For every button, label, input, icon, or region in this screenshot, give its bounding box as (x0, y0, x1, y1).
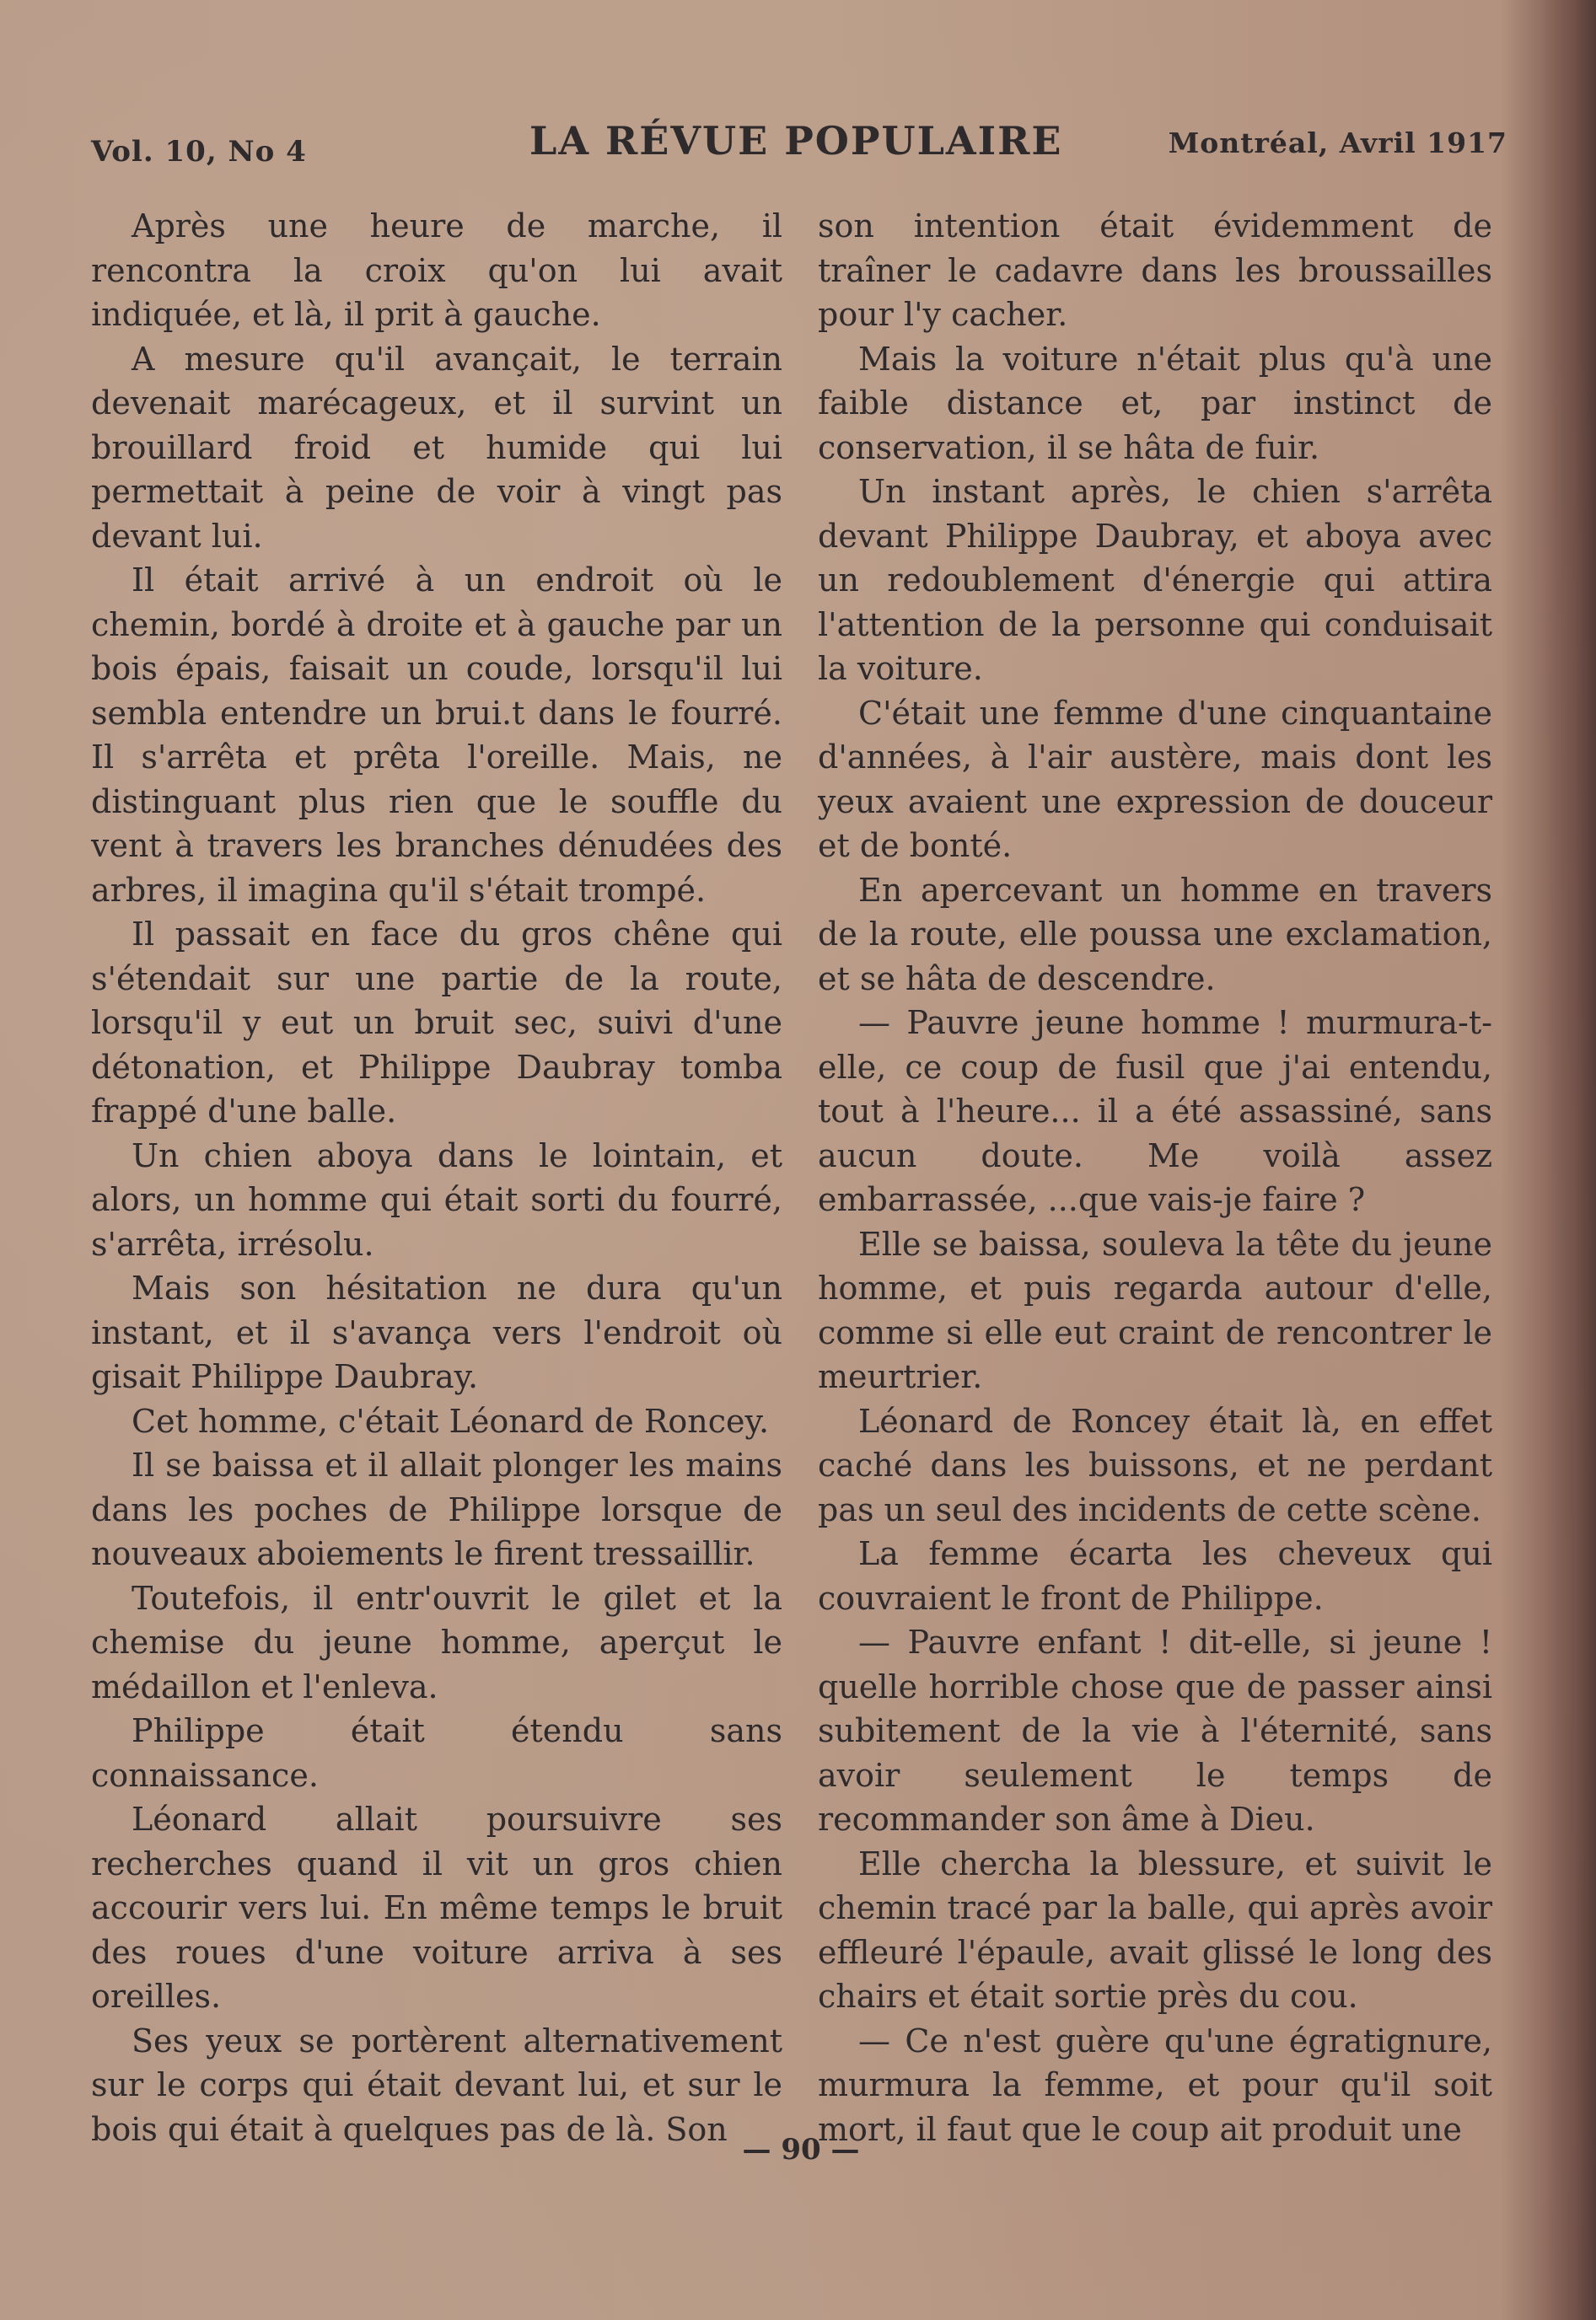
volume-number: Vol. 10, No 4 (91, 135, 307, 169)
paragraph: En apercevant un homme en travers de la route, elle poussa une exclamation, et se hâta de descendre. (818, 871, 1492, 997)
paragraph: Léonard de Roncey était là, en effet caché dans les buissons, et ne perdant pas un seul des incidents de cette scène. (818, 1402, 1492, 1528)
paragraph: Elle chercha la blessure, et suivit le chemin tracé par la balle, qui après avoir effleuré l'épaule, avait glissé le long des chairs et était sortie près du cou. (818, 1845, 1492, 2015)
paragraph: Un chien aboya dans le lointain, et alors, un homme qui était sorti du fourré, s'arrêta, irrésolu. (91, 1136, 782, 1263)
paragraph: Philippe était étendu sans connaissance. (91, 1712, 782, 1794)
paragraph: Il passait en face du gros chêne qui s'étendait sur une partie de la route, lorsqu'il y eut un bruit sec, suivi d'une détonation, et Philippe Daubray tomba frappé d'une balle. (91, 916, 782, 1130)
paragraph: Mais son hésitation ne dura qu'un instant, et il s'avança vers l'endroit où gisait Philippe Daubray. (91, 1270, 782, 1395)
paragraph: Cet homme, c'était Léonard de Roncey. (132, 1402, 770, 1440)
paragraph: Ses yeux se portèrent alternativement sur le corps qui était devant lui, et sur le bois qui était à quelques pas de là. Son (91, 2022, 782, 2148)
page-number: — 90 — (742, 2133, 860, 2167)
paragraph: — Pauvre jeune homme ! murmura-t-elle, ce coup de fusil que j'ai entendu, tout à l'heure... il a été assassiné, sans aucun doute. Me voilà assez embarrassée, ...que vais-je faire ? (818, 1004, 1492, 1218)
paragraph: — Ce n'est guère qu'une égratignure, murmura la femme, et pour qu'il soit mort, il faut que le coup ait produit une (818, 2022, 1492, 2148)
paragraph-continuation: son intention était évidemment de traîner le cadavre dans les broussailles pour l'y cacher. (818, 207, 1492, 333)
page-edge-shadow (1545, 0, 1596, 2320)
paragraph: Il était arrivé à un endroit où le chemin, bordé à droite et à gauche par un bois épais, faisait un coude, lorsqu'il lui sembla entendre un brui.t dans le fourré. Il s'arrêta et prêta l'oreille. Mais, ne distinguant plus rien que le souffle du vent à travers les branches dénudées des arbres, il imagina qu'il s'était trompé. (91, 561, 782, 909)
left-column (91, 204, 782, 2151)
paragraph: La femme écarta les cheveux qui couvraient le front de Philippe. (818, 1535, 1492, 1617)
right-column (818, 204, 1492, 2151)
paragraph: Un instant après, le chien s'arrêta devant Philippe Daubray, et aboya avec un redoublement d'énergie qui attira l'attention de la personne qui conduisait la voiture. (818, 473, 1492, 687)
paragraph: C'était une femme d'une cinquantaine d'années, à l'air austère, mais dont les yeux avaient une expression de douceur et de bonté. (818, 694, 1492, 864)
paragraph: Elle se baissa, souleva la tête du jeune homme, et puis regarda autour d'elle, comme si elle eut craint de rencontrer le meurtrier. (818, 1225, 1492, 1395)
paragraph: Mais la voiture n'était plus qu'à une faible distance et, par instinct de conservation, il se hâta de fuir. (818, 340, 1492, 466)
magazine-title: LA RÉVUE POPULAIRE (529, 118, 1063, 164)
running-header (91, 118, 1507, 169)
paragraph: — Pauvre enfant ! dit-elle, si jeune ! quelle horrible chose que de passer ainsi subitement de la vie à l'éternité, sans avoir seulement le temps de recommander son âme à Dieu. (818, 1624, 1492, 1838)
issue-date: Montréal, Avril 1917 (1168, 126, 1507, 159)
paragraph: Toutefois, il entr'ouvrit le gilet et la chemise du jeune homme, aperçut le médaillon et l'enleva. (91, 1579, 782, 1705)
paragraph: Après une heure de marche, il rencontra la croix qu'on lui avait indiquée, et là, il prit à gauche. (91, 207, 782, 333)
paragraph: Léonard allait poursuivre ses recherches quand il vit un gros chien accourir vers lui. En même temps le bruit des roues d'une voiture arriva à ses oreilles. (91, 1801, 782, 2015)
paragraph: A mesure qu'il avançait, le terrain devenait marécageux, et il survint un brouillard froid et humide qui lui permettait à peine de voir à vingt pas devant lui. (91, 340, 782, 555)
paragraph: Il se baissa et il allait plonger les mains dans les poches de Philippe lorsque de nouveaux aboiements le firent tressaillir. (91, 1447, 782, 1572)
